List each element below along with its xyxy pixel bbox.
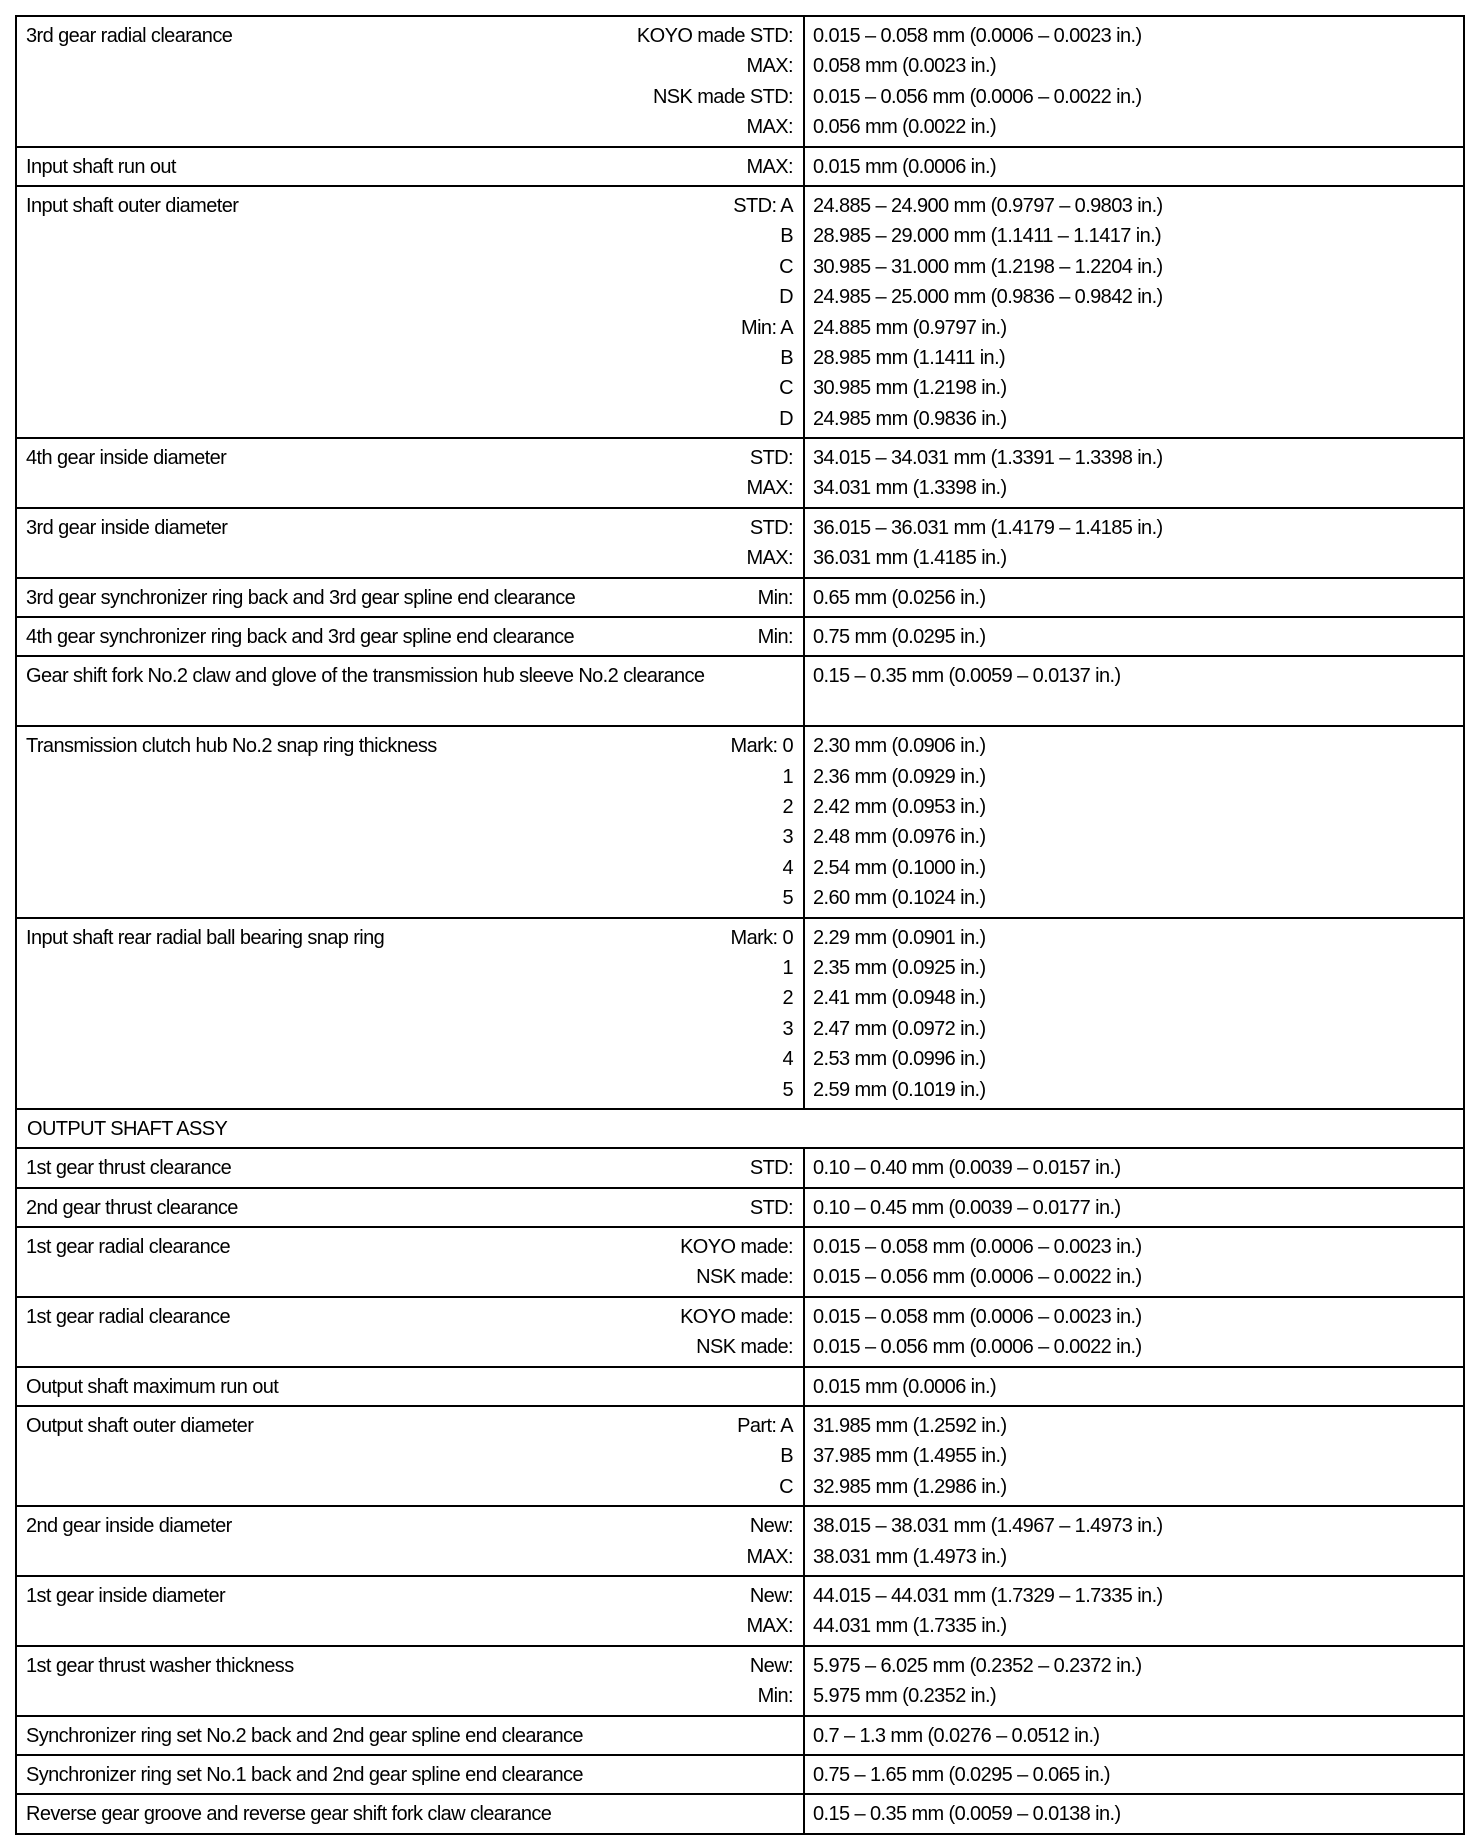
spec-key: Min:: [757, 1685, 793, 1708]
spec-value: 44.031 mm (1.7335 in.): [813, 1615, 1007, 1638]
table-row: [16, 147, 1464, 186]
spec-value-cell: [804, 617, 1464, 656]
table-row: [16, 16, 1464, 147]
spec-value: 0.056 mm (0.0022 in.): [813, 116, 997, 139]
table-row: [16, 186, 1464, 438]
spec-value-cell: [804, 1297, 1464, 1367]
spec-key: STD: A: [733, 194, 793, 217]
spec-key: 2: [782, 987, 793, 1010]
spec-label-cell: [16, 1576, 804, 1646]
spec-value-cell: [804, 726, 1464, 917]
spec-label: 3rd gear radial clearance: [26, 25, 233, 47]
spec-label-cell: [16, 508, 804, 578]
spec-label-cell: [16, 1794, 804, 1833]
spec-value: 37.985 mm (1.4955 in.): [813, 1445, 1007, 1468]
spec-key: Min:: [757, 586, 793, 609]
spec-value: 2.36 mm (0.0929 in.): [813, 765, 986, 788]
spec-label: 4th gear inside diameter: [26, 447, 227, 470]
spec-label-cell: [16, 617, 804, 656]
spec-value: 0.15 – 0.35 mm (0.0059 – 0.0137 in.): [813, 665, 1121, 688]
table-row: [16, 1755, 1464, 1794]
spec-value: 2.47 mm (0.0972 in.): [813, 1017, 986, 1040]
table-row: [16, 1646, 1464, 1716]
spec-label-cell: [16, 918, 804, 1109]
spec-value-cell: [804, 147, 1464, 186]
spec-key: STD:: [749, 1196, 793, 1219]
spec-key: New:: [749, 1584, 793, 1607]
spec-value: 34.015 – 34.031 mm (1.3391 – 1.3398 in.): [813, 447, 1163, 470]
table-row: [16, 726, 1464, 917]
spec-key: Mark: 0: [730, 735, 793, 758]
spec-key: C: [779, 255, 793, 278]
spec-value-cell: [804, 1227, 1464, 1297]
spec-value-cell: [804, 1188, 1464, 1227]
spec-value: 0.10 – 0.40 mm (0.0039 – 0.0157 in.): [813, 1157, 1121, 1180]
spec-value-cell: [804, 918, 1464, 1109]
spec-table: [15, 15, 1465, 1835]
spec-value: 0.015 mm (0.0006 in.): [813, 155, 997, 178]
spec-value: 0.7 – 1.3 mm (0.0276 – 0.0512 in.): [813, 1724, 1100, 1747]
spec-key: MAX:: [746, 116, 793, 139]
spec-key: Part: A: [737, 1415, 793, 1438]
spec-key: New:: [749, 1515, 793, 1538]
table-row: [16, 508, 1464, 578]
spec-label: Reverse gear groove and reverse gear shift fork claw clearance: [26, 1803, 552, 1826]
table-row: [16, 1148, 1464, 1187]
spec-label: 1st gear thrust clearance: [26, 1157, 232, 1180]
spec-value: 0.015 mm (0.0006 in.): [813, 1375, 997, 1398]
spec-key: Min:: [757, 626, 793, 649]
spec-value: 24.985 mm (0.9836 in.): [813, 407, 1007, 430]
spec-value: 2.41 mm (0.0948 in.): [813, 987, 986, 1010]
spec-value: 2.35 mm (0.0925 in.): [813, 956, 986, 979]
spec-label-cell: [16, 16, 804, 147]
spec-label-cell: [16, 1716, 804, 1755]
spec-value-cell: [804, 578, 1464, 617]
spec-label-cell: [16, 1148, 804, 1187]
table-row: [16, 656, 1464, 726]
spec-key: 3: [782, 826, 793, 849]
spec-label: Synchronizer ring set No.2 back and 2nd gear spline end clearance: [26, 1724, 583, 1747]
spec-value-cell: [804, 1794, 1464, 1833]
spec-label: Input shaft rear radial ball bearing snap ring: [26, 926, 385, 949]
spec-value-cell: [804, 1576, 1464, 1646]
spec-label: 2nd gear thrust clearance: [26, 1196, 238, 1219]
spec-label: Transmission clutch hub No.2 snap ring thickness: [26, 735, 437, 758]
spec-value: 0.015 – 0.056 mm (0.0006 – 0.0022 in.): [813, 1336, 1142, 1359]
table-row: [16, 617, 1464, 656]
spec-value-cell: [804, 1506, 1464, 1576]
spec-value: 30.985 mm (1.2198 in.): [813, 377, 1007, 400]
table-row: [16, 1297, 1464, 1367]
table-row: [16, 1227, 1464, 1297]
table-row: [16, 1406, 1464, 1506]
spec-value: 0.10 – 0.45 mm (0.0039 – 0.0177 in.): [813, 1196, 1121, 1219]
spec-value: 36.031 mm (1.4185 in.): [813, 547, 1007, 570]
spec-label: 4th gear synchronizer ring back and 3rd gear spline end clearance: [26, 626, 575, 649]
spec-value: 2.48 mm (0.0976 in.): [813, 826, 986, 849]
spec-label: 2nd gear inside diameter: [26, 1515, 232, 1538]
spec-key: C: [779, 1475, 793, 1498]
spec-label-cell: [16, 1297, 804, 1367]
table-row: [16, 1367, 1464, 1406]
spec-label: 3rd gear synchronizer ring back and 3rd gear spline end clearance: [26, 586, 576, 609]
spec-key: 1: [782, 765, 793, 788]
spec-value: 2.54 mm (0.1000 in.): [813, 856, 986, 879]
spec-value: 36.015 – 36.031 mm (1.4179 – 1.4185 in.): [813, 516, 1163, 539]
spec-label: Synchronizer ring set No.1 back and 2nd gear spline end clearance: [26, 1763, 583, 1786]
section-title: OUTPUT SHAFT ASSY: [16, 1109, 1464, 1148]
spec-value: 31.985 mm (1.2592 in.): [813, 1415, 1007, 1438]
spec-label-cell: [16, 1227, 804, 1297]
spec-label: 1st gear inside diameter: [26, 1584, 226, 1607]
spec-label-cell: [16, 1506, 804, 1576]
spec-value: 24.985 – 25.000 mm (0.9836 – 0.9842 in.): [813, 286, 1163, 309]
spec-key: MAX:: [746, 55, 793, 78]
spec-value: 0.015 – 0.058 mm (0.0006 – 0.0023 in.): [813, 1305, 1142, 1328]
spec-label: 1st gear radial clearance: [26, 1236, 231, 1259]
spec-key: Min: A: [741, 316, 793, 339]
table-row: [16, 918, 1464, 1109]
table-row: [16, 1576, 1464, 1646]
spacer: [813, 692, 1453, 722]
spec-label-cell: [16, 1646, 804, 1716]
spec-value: 5.975 – 6.025 mm (0.2352 – 0.2372 in.): [813, 1654, 1142, 1677]
spec-key: KOYO made:: [680, 1236, 793, 1259]
spec-value: 28.985 – 29.000 mm (1.1411 – 1.1417 in.): [813, 225, 1162, 248]
table-row: [16, 1506, 1464, 1576]
spec-label: Gear shift fork No.2 claw and glove of the transmission hub sleeve No.2 clearance: [26, 665, 705, 688]
spec-value: 2.60 mm (0.1024 in.): [813, 887, 986, 910]
spec-value-cell: [804, 1716, 1464, 1755]
table-row: [16, 1794, 1464, 1833]
spec-key: STD:: [749, 447, 793, 470]
spec-value: 24.885 mm (0.9797 in.): [813, 316, 1007, 339]
spec-key: 5: [782, 1078, 793, 1101]
spec-label-cell: [16, 1406, 804, 1506]
spec-key: MAX:: [746, 547, 793, 570]
spec-value: 30.985 – 31.000 mm (1.2198 – 1.2204 in.): [813, 255, 1163, 278]
spec-value: 2.30 mm (0.0906 in.): [813, 735, 986, 758]
spec-value: 0.015 – 0.058 mm (0.0006 – 0.0023 in.): [813, 25, 1142, 47]
spec-label-cell: [16, 656, 804, 726]
table-row: [16, 1716, 1464, 1755]
spec-key: 3: [782, 1017, 793, 1040]
table-row: [16, 1188, 1464, 1227]
spec-value: 0.015 – 0.058 mm (0.0006 – 0.0023 in.): [813, 1236, 1142, 1259]
spec-value-cell: [804, 508, 1464, 578]
spec-key: Mark: 0: [730, 926, 793, 949]
spec-key: B: [780, 346, 793, 369]
spec-value-cell: [804, 1755, 1464, 1794]
spec-value: 38.031 mm (1.4973 in.): [813, 1545, 1007, 1568]
spec-key: New:: [749, 1654, 793, 1677]
spec-keys: [27, 191, 793, 434]
spec-label: Output shaft maximum run out: [26, 1375, 279, 1398]
spec-key: B: [780, 1445, 793, 1468]
spec-value-cell: [804, 1646, 1464, 1716]
spec-value: 0.75 – 1.65 mm (0.0295 – 0.065 in.): [813, 1763, 1110, 1786]
table-row: [16, 438, 1464, 508]
spec-key: STD:: [749, 1157, 793, 1180]
spec-value: 2.53 mm (0.0996 in.): [813, 1048, 986, 1071]
spec-value: 28.985 mm (1.1411 in.): [813, 346, 1006, 369]
spec-value-cell: [804, 1367, 1464, 1406]
spec-value: 0.65 mm (0.0256 in.): [813, 586, 986, 609]
spec-key: MAX:: [746, 1615, 793, 1638]
spec-label: 1st gear radial clearance: [26, 1305, 231, 1328]
spec-value: 34.031 mm (1.3398 in.): [813, 477, 1007, 500]
spec-value-cell: [804, 438, 1464, 508]
spec-value: 2.59 mm (0.1019 in.): [813, 1078, 986, 1101]
spec-key: 2: [782, 795, 793, 818]
spec-key: 4: [782, 1048, 793, 1071]
spec-key: STD:: [749, 516, 793, 539]
spec-value: 2.42 mm (0.0953 in.): [813, 795, 986, 818]
spec-value: 0.015 – 0.056 mm (0.0006 – 0.0022 in.): [813, 1266, 1142, 1289]
spec-value: 0.015 – 0.056 mm (0.0006 – 0.0022 in.): [813, 85, 1142, 108]
spec-label-cell: [16, 438, 804, 508]
spec-label-cell: [16, 1188, 804, 1227]
spec-value: 0.058 mm (0.0023 in.): [813, 55, 997, 78]
spec-value: 0.75 mm (0.0295 in.): [813, 626, 986, 649]
spec-value: 24.885 – 24.900 mm (0.9797 – 0.9803 in.): [813, 194, 1163, 217]
spec-value: 2.29 mm (0.0901 in.): [813, 926, 986, 949]
spec-label-cell: [16, 186, 804, 438]
spec-key: MAX:: [746, 1545, 793, 1568]
spec-value-cell: [804, 656, 1464, 726]
spec-label: Input shaft outer diameter: [26, 194, 239, 217]
spec-key: 1: [782, 956, 793, 979]
spec-label: Input shaft run out: [26, 155, 176, 178]
spec-key: NSK made:: [696, 1266, 793, 1289]
spec-value-cell: [804, 186, 1464, 438]
spec-key: B: [780, 225, 793, 248]
spec-key: D: [779, 407, 793, 430]
spec-value: 32.985 mm (1.2986 in.): [813, 1475, 1007, 1498]
spec-label: 1st gear thrust washer thickness: [26, 1654, 294, 1677]
spec-label-cell: [16, 578, 804, 617]
spec-label-cell: [16, 726, 804, 917]
spec-key: MAX:: [746, 477, 793, 500]
spec-value-cell: [804, 1148, 1464, 1187]
spec-key: KOYO made STD:: [636, 25, 793, 47]
spec-key: NSK made:: [696, 1336, 793, 1359]
spec-value-cell: [804, 16, 1464, 147]
spec-key: NSK made STD:: [652, 85, 793, 108]
spec-key: D: [779, 286, 793, 309]
spec-value: 0.15 – 0.35 mm (0.0059 – 0.0138 in.): [813, 1803, 1121, 1826]
spec-value-cell: [804, 1406, 1464, 1506]
spec-value: 5.975 mm (0.2352 in.): [813, 1685, 997, 1708]
spec-label-cell: [16, 147, 804, 186]
spec-key: 4: [782, 856, 793, 879]
spec-label-cell: [16, 1755, 804, 1794]
spec-key: 5: [782, 887, 793, 910]
section-row: [16, 1109, 1464, 1148]
spec-value: 44.015 – 44.031 mm (1.7329 – 1.7335 in.): [813, 1584, 1163, 1607]
spec-key: KOYO made:: [680, 1305, 793, 1328]
spec-value: 38.015 – 38.031 mm (1.4967 – 1.4973 in.): [813, 1515, 1163, 1538]
spec-label: 3rd gear inside diameter: [26, 516, 228, 539]
spec-label: Output shaft outer diameter: [26, 1415, 254, 1438]
spec-key: C: [779, 377, 793, 400]
table-row: [16, 578, 1464, 617]
spec-key: MAX:: [746, 155, 793, 178]
spec-label-cell: [16, 1367, 804, 1406]
